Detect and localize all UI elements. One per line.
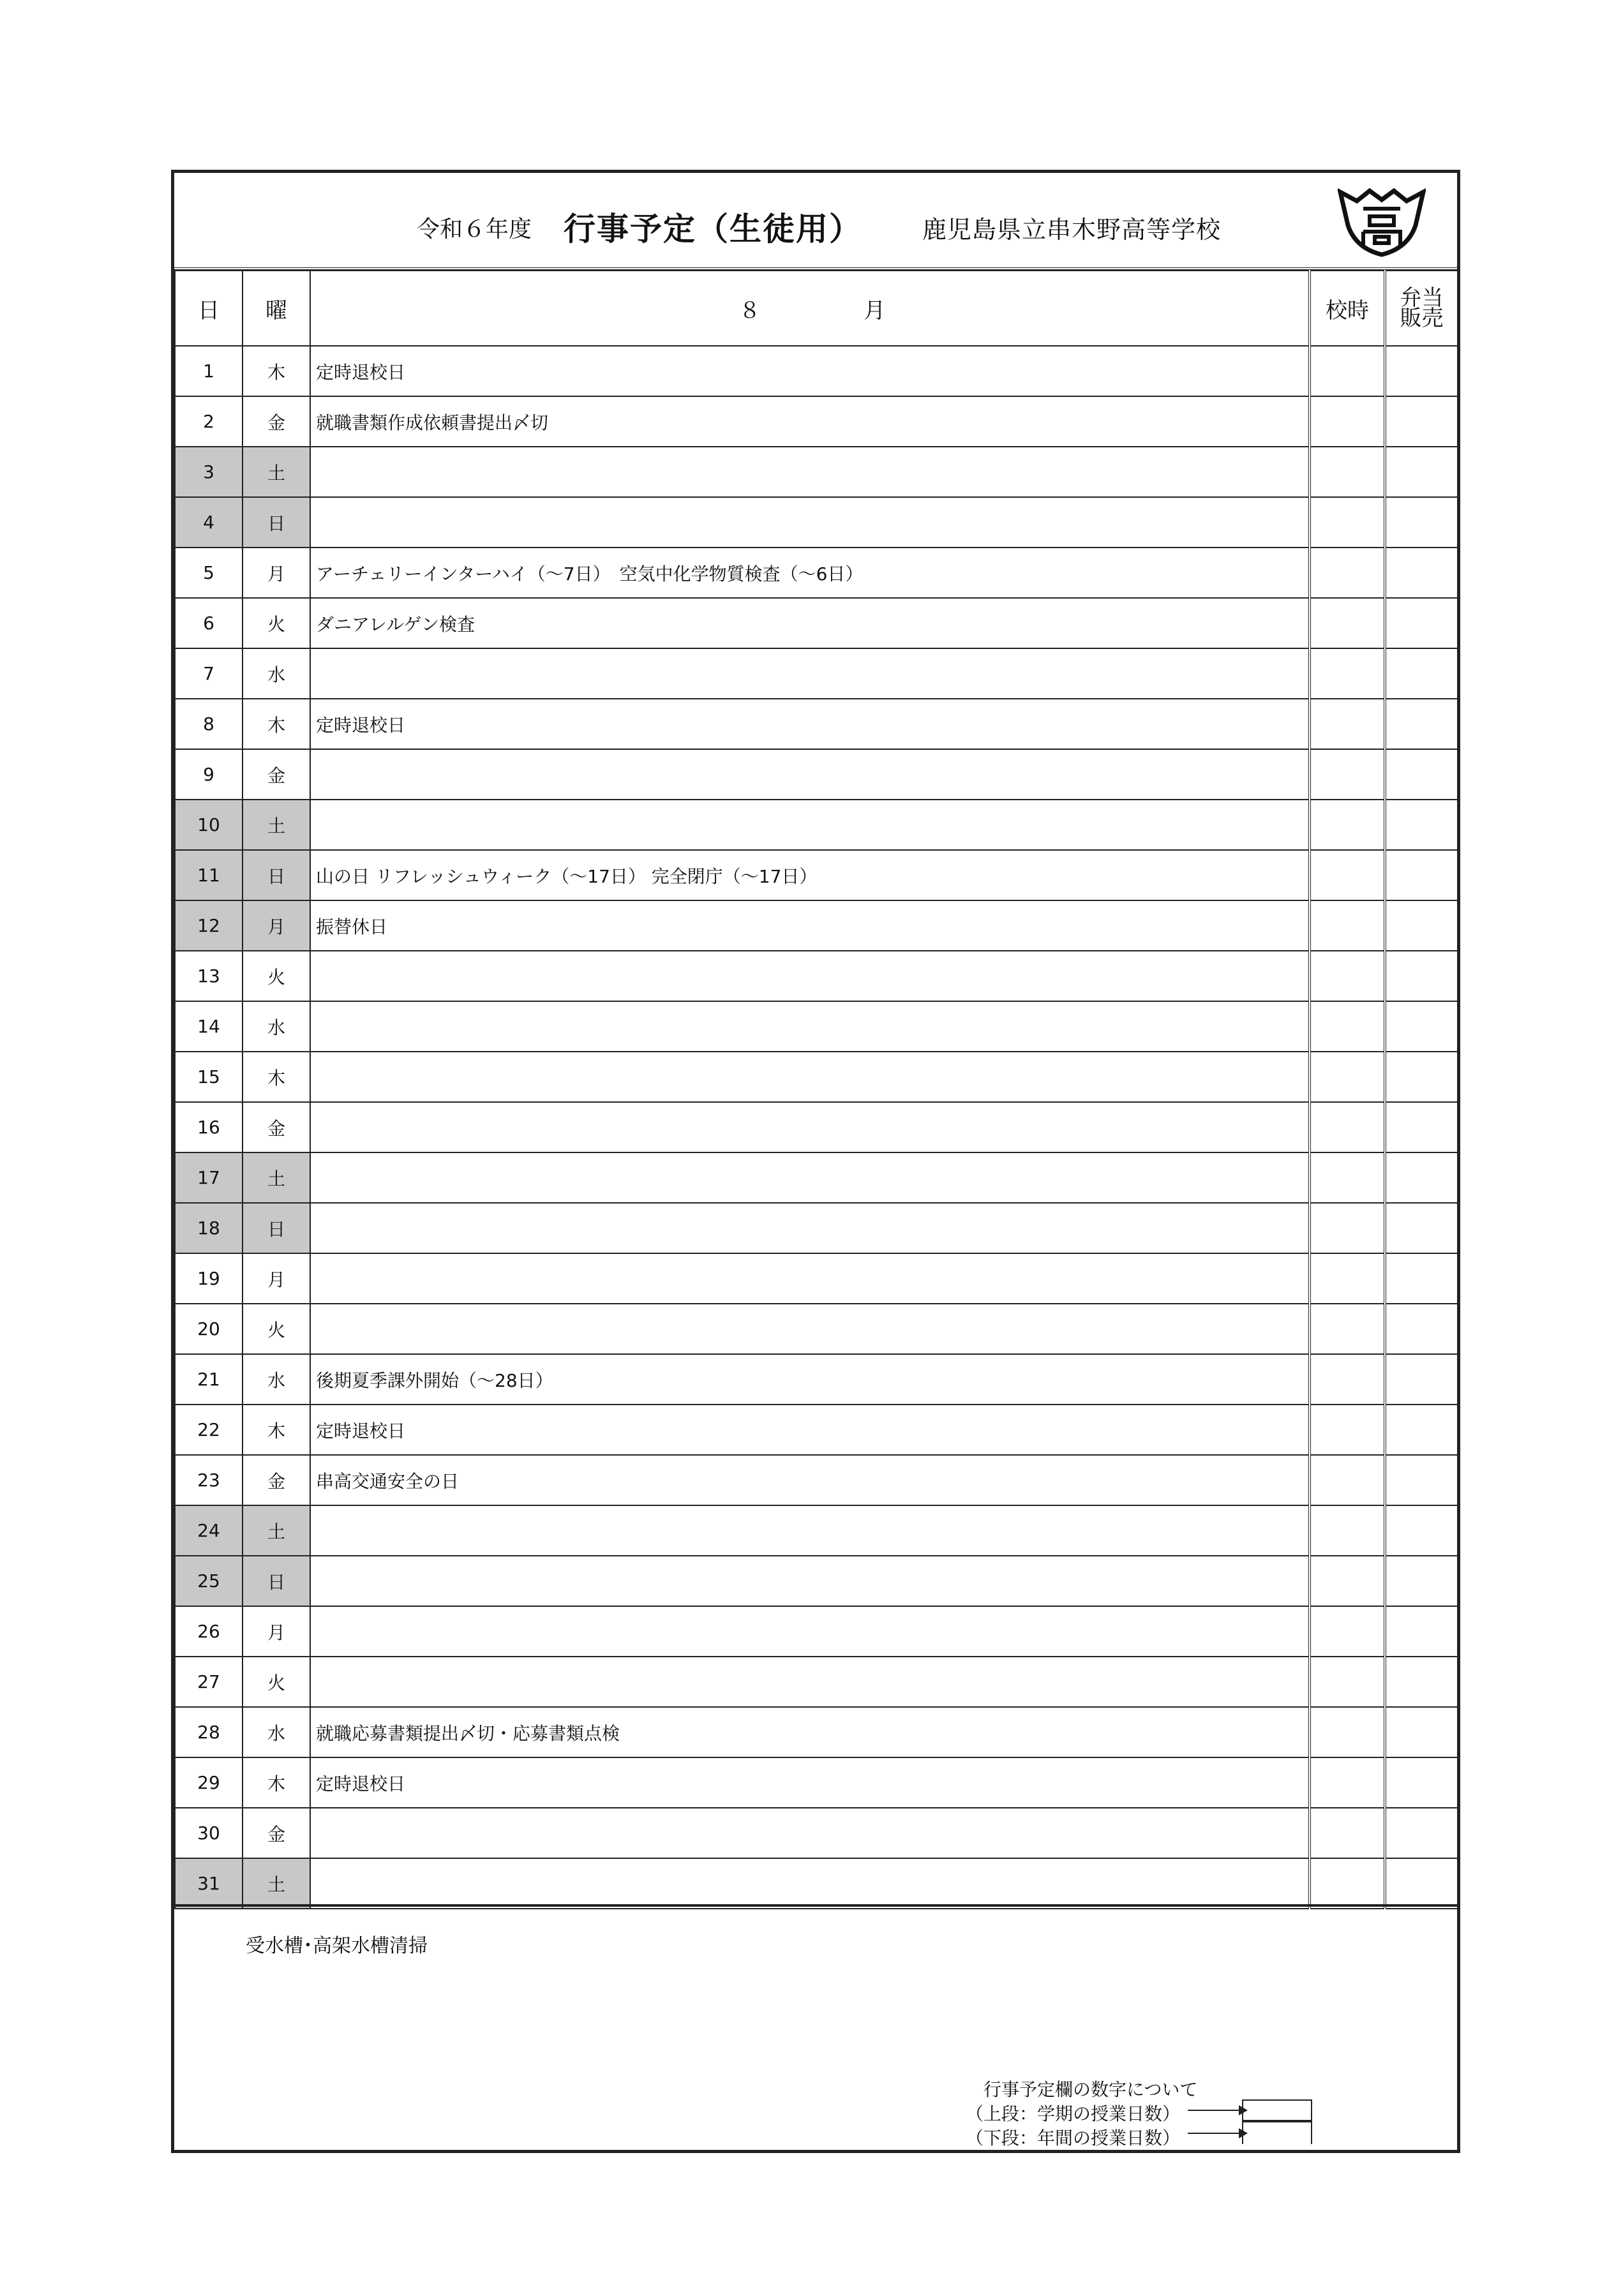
lunch-sale-cell [1385, 1455, 1458, 1505]
page-title: 行事予定（生徒用） [564, 211, 862, 248]
month-header [310, 271, 1310, 346]
period-cell [1310, 900, 1385, 951]
table-row [175, 1707, 1458, 1757]
period-cell [1310, 1102, 1385, 1152]
day-cell: 17 [175, 1152, 243, 1203]
period-cell [1310, 699, 1385, 749]
weekday-cell: 水 [243, 1001, 310, 1052]
lunch-sale-cell [1385, 497, 1458, 548]
lunch-sale-cell [1385, 699, 1458, 749]
table-row [175, 1304, 1458, 1354]
col-day-header: 日 [175, 271, 243, 346]
weekday-cell: 火 [243, 598, 310, 648]
legend-lower-arrow [1188, 2133, 1246, 2134]
table-row [175, 1354, 1458, 1405]
period-cell [1310, 1757, 1385, 1808]
period-cell [1310, 1858, 1385, 1909]
period-cell [1310, 1001, 1385, 1052]
weekday-cell: 木 [243, 346, 310, 396]
table-row [175, 1001, 1458, 1052]
lunch-sale-cell [1385, 850, 1458, 900]
period-cell [1310, 1505, 1385, 1556]
day-cell: 23 [175, 1455, 243, 1505]
period-cell [1310, 648, 1385, 699]
lunch-sale-cell [1385, 1304, 1458, 1354]
day-cell: 5 [175, 548, 243, 598]
lunch-sale-cell [1385, 1556, 1458, 1606]
event-cell: ダニアレルゲン検査 [310, 598, 1310, 648]
weekday-cell: 水 [243, 1707, 310, 1757]
period-cell [1310, 346, 1385, 396]
month-unit: 月 [864, 297, 886, 324]
table-row [175, 1556, 1458, 1606]
event-cell [310, 1304, 1310, 1354]
day-cell: 12 [175, 900, 243, 951]
table-row [175, 648, 1458, 699]
weekday-cell: 月 [243, 1606, 310, 1657]
lunch-sale-cell [1385, 900, 1458, 951]
lunch-sale-cell [1385, 1001, 1458, 1052]
event-cell [310, 749, 1310, 800]
day-cell: 19 [175, 1253, 243, 1304]
day-cell: 20 [175, 1304, 243, 1354]
col-weekday-header: 曜 [243, 271, 310, 346]
event-cell [310, 1808, 1310, 1858]
weekday-cell: 木 [243, 699, 310, 749]
lunch-sale-line2: 販売 [1400, 306, 1444, 331]
event-cell: 定時退校日 [310, 699, 1310, 749]
period-cell [1310, 396, 1385, 447]
table-row [175, 850, 1458, 900]
legend-title: 行事予定欄の数字について [984, 2079, 1198, 2100]
day-cell: 26 [175, 1606, 243, 1657]
event-cell: 定時退校日 [310, 1757, 1310, 1808]
lunch-sale-line1: 弁当 [1400, 285, 1444, 311]
event-cell: 串高交通安全の日 [310, 1455, 1310, 1505]
table-row [175, 1757, 1458, 1808]
period-cell [1310, 1253, 1385, 1304]
day-cell: 14 [175, 1001, 243, 1052]
lunch-sale-cell [1385, 1505, 1458, 1556]
col-lunch-sale-header [1385, 271, 1458, 346]
day-cell: 21 [175, 1354, 243, 1405]
day-cell: 11 [175, 850, 243, 900]
weekday-cell: 土 [243, 447, 310, 497]
period-cell [1310, 548, 1385, 598]
weekday-cell: 土 [243, 1858, 310, 1909]
event-cell [310, 1657, 1310, 1707]
day-cell: 16 [175, 1102, 243, 1152]
lunch-sale-cell [1385, 1606, 1458, 1657]
event-cell [310, 497, 1310, 548]
day-cell: 29 [175, 1757, 243, 1808]
period-cell [1310, 1405, 1385, 1455]
table-row [175, 951, 1458, 1001]
period-cell [1310, 1606, 1385, 1657]
lunch-sale-cell [1385, 749, 1458, 800]
weekday-cell: 金 [243, 1102, 310, 1152]
period-cell [1310, 1455, 1385, 1505]
year-days-box [1242, 2121, 1312, 2144]
table-row [175, 1405, 1458, 1455]
lunch-sale-cell [1385, 1858, 1458, 1909]
notes-section [174, 1904, 1457, 2150]
day-cell: 25 [175, 1556, 243, 1606]
lunch-sale-cell [1385, 447, 1458, 497]
event-cell [310, 800, 1310, 850]
lunch-sale-cell [1385, 648, 1458, 699]
weekday-cell: 土 [243, 1505, 310, 1556]
period-cell [1310, 1152, 1385, 1203]
table-row [175, 1052, 1458, 1102]
lunch-sale-cell [1385, 1405, 1458, 1455]
legend-lower: （下段：年間の授業日数） [966, 2128, 1181, 2149]
table-row [175, 396, 1458, 447]
table-row [175, 749, 1458, 800]
table-row [175, 1505, 1458, 1556]
event-cell [310, 648, 1310, 699]
sheet-header [174, 173, 1457, 270]
lunch-sale-cell [1385, 1102, 1458, 1152]
weekday-cell: 木 [243, 1405, 310, 1455]
event-cell [310, 1858, 1310, 1909]
table-row [175, 548, 1458, 598]
table-row [175, 598, 1458, 648]
weekday-cell: 金 [243, 396, 310, 447]
weekday-cell: 金 [243, 1455, 310, 1505]
legend-upper: （上段：学期の授業日数） [966, 2103, 1181, 2124]
event-cell [310, 1253, 1310, 1304]
day-cell: 31 [175, 1858, 243, 1909]
table-row [175, 900, 1458, 951]
weekday-cell: 月 [243, 1253, 310, 1304]
period-cell [1310, 1657, 1385, 1707]
lunch-sale-cell [1385, 346, 1458, 396]
day-cell: 4 [175, 497, 243, 548]
weekday-cell: 木 [243, 1052, 310, 1102]
weekday-cell: 日 [243, 497, 310, 548]
event-cell: アーチェリーインターハイ（～7日） 空気中化学物質検査（～6日） [310, 548, 1310, 598]
period-cell [1310, 1203, 1385, 1253]
col-period-header: 校時 [1310, 271, 1385, 346]
event-cell [310, 1001, 1310, 1052]
event-cell [310, 951, 1310, 1001]
legend-upper-arrow [1188, 2110, 1246, 2111]
event-cell [310, 1052, 1310, 1102]
lunch-sale-cell [1385, 396, 1458, 447]
lunch-sale-cell [1385, 1707, 1458, 1757]
lunch-sale-cell [1385, 1052, 1458, 1102]
weekday-cell: 月 [243, 548, 310, 598]
day-cell: 22 [175, 1405, 243, 1455]
table-row [175, 1455, 1458, 1505]
event-cell: 定時退校日 [310, 1405, 1310, 1455]
period-cell [1310, 951, 1385, 1001]
legend [966, 2078, 1197, 2151]
weekday-cell: 土 [243, 800, 310, 850]
table-row [175, 800, 1458, 850]
month-number: ８ [738, 297, 761, 324]
weekday-cell: 木 [243, 1757, 310, 1808]
day-cell: 3 [175, 447, 243, 497]
table-row [175, 447, 1458, 497]
period-cell [1310, 1354, 1385, 1405]
lunch-sale-cell [1385, 951, 1458, 1001]
weekday-cell: 水 [243, 1354, 310, 1405]
lunch-sale-cell [1385, 598, 1458, 648]
period-cell [1310, 1052, 1385, 1102]
weekday-cell: 日 [243, 850, 310, 900]
day-cell: 13 [175, 951, 243, 1001]
day-cell: 30 [175, 1808, 243, 1858]
school-name: 鹿児島県立串木野高等学校 [922, 216, 1222, 244]
event-cell [310, 1606, 1310, 1657]
event-cell: 山の日 リフレッシュウィーク（～17日） 完全閉庁（～17日） [310, 850, 1310, 900]
weekday-cell: 土 [243, 1152, 310, 1203]
weekday-cell: 水 [243, 648, 310, 699]
lunch-sale-cell [1385, 1203, 1458, 1253]
school-emblem-icon [1338, 187, 1426, 257]
event-cell: 定時退校日 [310, 346, 1310, 396]
event-cell [310, 1505, 1310, 1556]
table-row [175, 1657, 1458, 1707]
day-cell: 18 [175, 1203, 243, 1253]
weekday-cell: 火 [243, 951, 310, 1001]
period-cell [1310, 1304, 1385, 1354]
day-cell: 8 [175, 699, 243, 749]
table-row [175, 1203, 1458, 1253]
term-days-box [1242, 2099, 1312, 2121]
weekday-cell: 金 [243, 749, 310, 800]
period-cell [1310, 800, 1385, 850]
event-cell [310, 1556, 1310, 1606]
period-cell [1310, 1808, 1385, 1858]
fiscal-year: 令和６年度 [417, 216, 532, 242]
weekday-cell: 火 [243, 1657, 310, 1707]
day-cell: 7 [175, 648, 243, 699]
event-cell [310, 447, 1310, 497]
event-cell [310, 1102, 1310, 1152]
lunch-sale-cell [1385, 1354, 1458, 1405]
day-cell: 15 [175, 1052, 243, 1102]
table-row [175, 1808, 1458, 1858]
event-cell: 就職書類作成依頼書提出〆切 [310, 396, 1310, 447]
weekday-cell: 金 [243, 1808, 310, 1858]
period-cell [1310, 1707, 1385, 1757]
event-cell: 後期夏季課外開始（～28日） [310, 1354, 1310, 1405]
event-cell: 振替休日 [310, 900, 1310, 951]
table-row [175, 1858, 1458, 1909]
day-cell: 2 [175, 396, 243, 447]
event-cell [310, 1152, 1310, 1203]
event-cell [310, 1203, 1310, 1253]
period-cell [1310, 1556, 1385, 1606]
lunch-sale-cell [1385, 1757, 1458, 1808]
event-cell: 就職応募書類提出〆切・応募書類点検 [310, 1707, 1310, 1757]
day-cell: 28 [175, 1707, 243, 1757]
table-row [175, 699, 1458, 749]
period-cell [1310, 749, 1385, 800]
schedule-sheet [171, 170, 1460, 2153]
weekday-cell: 火 [243, 1304, 310, 1354]
lunch-sale-cell [1385, 548, 1458, 598]
day-cell: 1 [175, 346, 243, 396]
day-cell: 10 [175, 800, 243, 850]
lunch-sale-cell [1385, 1808, 1458, 1858]
table-row [175, 1606, 1458, 1657]
lunch-sale-cell [1385, 1657, 1458, 1707]
weekday-cell: 月 [243, 900, 310, 951]
period-cell [1310, 497, 1385, 548]
table-row [175, 1253, 1458, 1304]
day-cell: 27 [175, 1657, 243, 1707]
weekday-cell: 日 [243, 1556, 310, 1606]
period-cell [1310, 447, 1385, 497]
lunch-sale-cell [1385, 1253, 1458, 1304]
table-row [175, 346, 1458, 396]
table-row [175, 1152, 1458, 1203]
period-cell [1310, 598, 1385, 648]
calendar-table [174, 270, 1458, 1909]
table-header-row [175, 271, 1458, 346]
table-row [175, 1102, 1458, 1152]
remarks-text: 受水槽･高架水槽清掃 [246, 1935, 428, 1957]
period-cell [1310, 850, 1385, 900]
day-cell: 9 [175, 749, 243, 800]
day-cell: 6 [175, 598, 243, 648]
weekday-cell: 日 [243, 1203, 310, 1253]
table-row [175, 497, 1458, 548]
lunch-sale-cell [1385, 800, 1458, 850]
lunch-sale-cell [1385, 1152, 1458, 1203]
day-cell: 24 [175, 1505, 243, 1556]
